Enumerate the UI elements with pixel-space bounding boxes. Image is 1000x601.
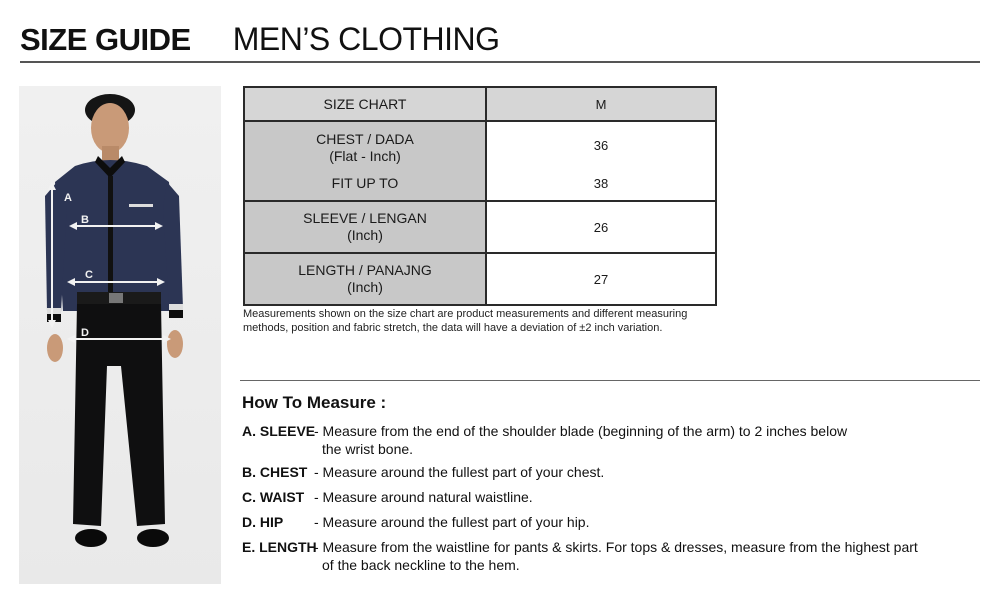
chest-label: CHEST / DADA (316, 131, 414, 147)
measure-desc (314, 513, 982, 531)
measure-desc-text: - Measure from the end of the shoulder blade (beginning of the arm) to 2 inches below (314, 423, 848, 439)
measure-item-sleeve (242, 422, 982, 458)
chest-unit-label: (Flat - Inch) (329, 148, 401, 164)
page-subtitle: MEN’S CLOTHING (232, 21, 500, 57)
model-illustration (19, 86, 221, 584)
chest-row (244, 121, 716, 201)
marker-d: D (81, 327, 89, 339)
measurement-note (243, 307, 763, 335)
fit-label: FIT UP TO (331, 175, 399, 191)
measure-term: E. LENGTH (242, 539, 317, 555)
measure-term: A. SLEEVE (242, 423, 316, 439)
sleeve-value: 26 (486, 201, 716, 253)
measure-item-length (242, 538, 982, 574)
measure-term: B. CHEST (242, 464, 308, 480)
measure-term: D. HIP (242, 514, 284, 530)
measure-term: C. WAIST (242, 489, 305, 505)
chest-value: 36 (593, 138, 609, 153)
measure-item-waist (242, 488, 982, 506)
model-photo (19, 86, 221, 584)
sleeve-label: SLEEVE / LENGAN (303, 210, 427, 226)
length-unit-label: (Inch) (347, 279, 383, 295)
fit-value: 38 (593, 176, 609, 191)
header-divider (20, 61, 980, 63)
size-chart-table (243, 86, 717, 306)
measure-desc (314, 538, 982, 574)
measure-desc-cont: of the back neckline to the hem. (322, 557, 520, 573)
measure-desc (314, 463, 982, 481)
measure-item-chest (242, 463, 982, 481)
sleeve-row (244, 201, 716, 253)
measure-desc-text: - Measure around the fullest part of your chest. (314, 464, 605, 480)
page-header (20, 14, 500, 58)
note-line-2: methods, position and fabric stretch, the data will have a deviation of ±2 inch variation. (243, 322, 663, 334)
length-row (244, 253, 716, 305)
size-chart-header-row (244, 87, 716, 121)
page-title: SIZE GUIDE (20, 22, 191, 57)
length-value: 27 (486, 253, 716, 305)
size-chart-header-label: SIZE CHART (244, 87, 486, 121)
chest-label-cell (244, 121, 486, 201)
section-divider (240, 380, 980, 381)
length-label: LENGTH / PANAJNG (298, 262, 432, 278)
measure-item-hip (242, 513, 982, 531)
measure-desc-text: - Measure from the waistline for pants & skirts. For tops & dresses, measure from the highest part (314, 539, 918, 555)
how-to-measure-title: How To Measure : (242, 393, 387, 412)
measure-desc (314, 422, 982, 458)
note-line-1: Measurements shown on the size chart are product measurements and different measuring (243, 308, 688, 320)
sleeve-unit-label: (Inch) (347, 227, 383, 243)
marker-c: C (85, 269, 93, 281)
length-label-cell (244, 253, 486, 305)
marker-a: A (64, 192, 72, 204)
size-column-header: M (486, 87, 716, 121)
measure-desc-text: - Measure around natural waistline. (314, 489, 533, 505)
marker-b: B (81, 214, 89, 226)
measure-desc-text: - Measure around the fullest part of your hip. (314, 514, 590, 530)
sleeve-label-cell (244, 201, 486, 253)
chest-value-cell (486, 121, 716, 201)
measure-desc-cont: the wrist bone. (322, 441, 414, 457)
measure-desc (314, 488, 982, 506)
